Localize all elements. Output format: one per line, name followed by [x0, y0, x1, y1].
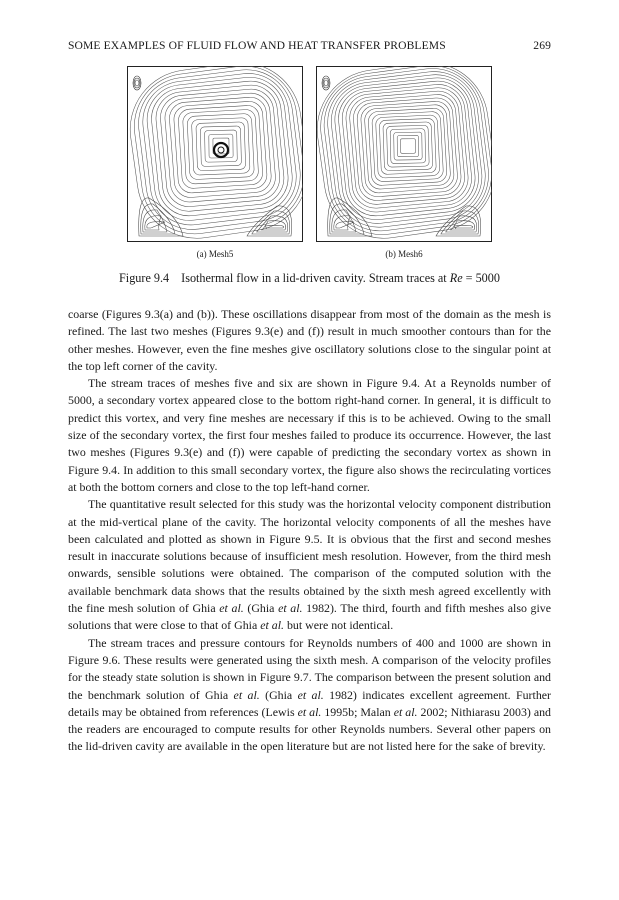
paragraph: [68, 375, 551, 496]
italic-text: et al.: [219, 601, 244, 616]
caption-re-value: = 5000: [462, 271, 500, 285]
text-run: 1982) indicates excellent agreement. Further details may be obtained from references (Lewis: [68, 687, 552, 719]
stream-trace-figure-mesh6: [316, 66, 492, 242]
italic-text: et al.: [260, 618, 284, 633]
caption-number: Figure 9.4: [119, 271, 170, 285]
subfigure-label-a: (a) Mesh5: [196, 249, 234, 259]
italic-text: et al.: [393, 704, 418, 719]
text-run: The quantitative result selected for this study was the horizontal velocity component distribution at the mid-vertical plane of the cavity. The horizontal velocity components of all the meshes have been calculated and plotted as shown in Figure 9.5. It is obvious that the first and second meshes result in inaccurate solutions because of insufficient mesh resolution. However, from the third mesh onwards, sensible solutions were obtained. The comparison of the computed solution with the available benchmark data shows that the results obtained by the sixth mesh agreed excellently with the fine mesh solution of Ghia: [68, 497, 551, 616]
italic-text: et al.: [278, 601, 303, 616]
body-text: [68, 306, 551, 756]
text-run: 2002; Nithiarasu 2003) and the readers are encouraged to compute results for other Reynolds numbers. Several other papers on the lid-driven cavity are available in the open literature but are not listed here for the sake of brevity.: [68, 704, 552, 754]
paragraph: [68, 496, 551, 634]
italic-text: et al.: [297, 687, 324, 702]
running-header-title: SOME EXAMPLES OF FLUID FLOW AND HEAT TRANSFER PROBLEMS: [68, 39, 446, 52]
text-run: (Ghia: [259, 687, 298, 702]
italic-text: et al.: [233, 687, 260, 702]
caption-re-symbol: Re: [449, 271, 463, 285]
stream-trace-figure-mesh5: [127, 66, 303, 242]
subfigure-label-b: (b) Mesh6: [385, 249, 423, 259]
italic-text: et al.: [297, 704, 322, 719]
text-run: The stream traces and pressure contours for Reynolds numbers of 400 and 1000 are shown in Figure 9.6. These results were generated using the sixth mesh. A comparison of the velocity profiles for the steady state solution is shown in Figure 9.7. The comparison between the present solution and the benchmark solution of Ghia: [68, 635, 551, 702]
page-number: 269: [533, 39, 551, 52]
text-run: (Ghia: [243, 601, 279, 616]
caption-text: Isothermal flow in a lid-driven cavity. Stream traces at: [181, 271, 450, 285]
text-run: 1995b; Malan: [321, 704, 394, 719]
paragraph: [68, 635, 551, 756]
paragraph: [68, 306, 551, 375]
figure-caption: [0, 271, 619, 286]
text-run: coarse (Figures 9.3(a) and (b)). These oscillations disappear from most of the domain as the mesh is refined. The last two meshes (Figures 9.3(e) and (f)) result in much smoother contours than for the other meshes. However, even the fine meshes give oscillatory solutions close to the singular point at the top left corner of the cavity.: [68, 307, 551, 373]
text-run: The stream traces of meshes five and six are shown in Figure 9.4. At a Reynolds number of 5000, a secondary vortex appeared close to the bottom right-hand corner. In general, it is difficult to predict this vortex, and very fine meshes are necessary if this is to be achieved. Owing to the small size of the secondary vortex, the first four meshes failed to produce its occurrence. However, the last two meshes (Figures 9.3(e) and (f)) were capable of predicting the secondary vortex as shown in Figure 9.4. In addition to this small secondary vortex, the figure also shows the recirculating vortices at both the bottom corners and close to the top left-hand corner.: [68, 376, 551, 494]
running-header: [68, 39, 551, 55]
text-run: 1982). The third, fourth and fifth meshes also give solutions that were close to that of Ghia: [68, 601, 552, 633]
text-run: but were not identical.: [283, 618, 394, 633]
